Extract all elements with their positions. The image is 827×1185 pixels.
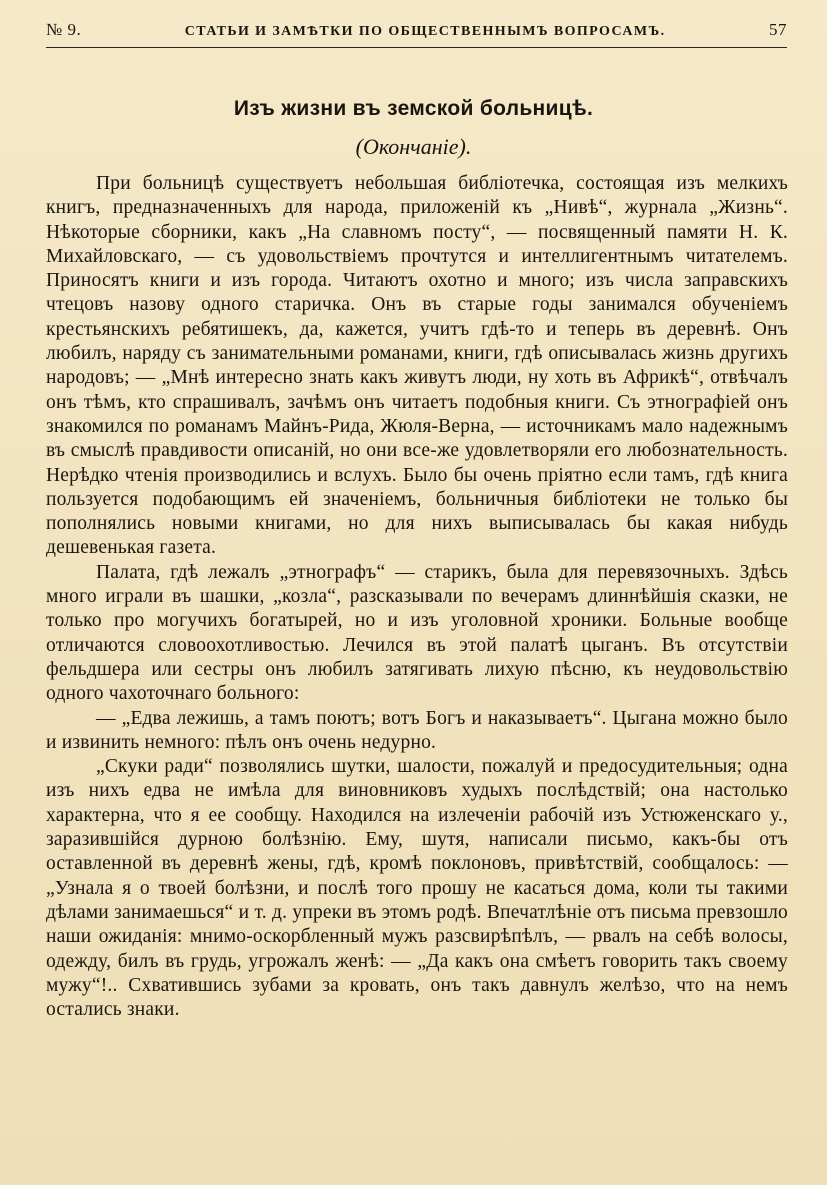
header-rule	[46, 47, 787, 48]
article-title: Изъ жизни въ земской больницѣ.	[233, 97, 594, 120]
section-title: СТАТЬИ И ЗАМѢТКИ ПО ОБЩЕСТВЕННЫМЪ ВОПРОСАМЪ.	[184, 24, 666, 39]
paragraph: Палата, гдѣ лежалъ „этнографъ“ — старикъ, была для перевязочныхъ. Здѣсь много играли въ шашки, „козла“, разсказывали по вечерамъ длиннѣйшiя сказки, не только про могучихъ богатырей, но и изъ уголовной хроники. Больные вообще отличаются словоохотливостью. Лечился въ этой палатѣ цыганъ. Въ отсутствiи фельдшера или сестры онъ любилъ затягивать лихую пѣсню, къ неудовольствiю одного чахоточнаго больного:	[46, 561, 788, 705]
paragraph: При больницѣ существуетъ небольшая библiотечка, состоящая изъ мелкихъ книгъ, предназначенныхъ для народа, приложенiй къ „Нивѣ“, журнала „Жизнь“. Нѣкоторые сборники, какъ „На славномъ посту“, — посвященный памяти Н. К. Михайловскаго, — съ удовольствiемъ прочтутся и интеллигентнымъ читателемъ. Приносятъ книги и изъ города. Читаютъ охотно и много; изъ числа заправскихъ чтецовъ назову одного старичка. Онъ въ старые годы занимался обученiемъ крестьянскихъ ребятишекъ, да, кажется, учитъ гдѣ-то и теперь въ деревнѣ. Онъ любилъ, наряду съ занимательными романами, книги, гдѣ описывалась жизнь другихъ народовъ; — „Мнѣ интересно знать какъ живутъ люди, ну хоть въ Африкѣ“, отвѣчалъ онъ тѣмъ, кто спрашивалъ, зачѣмъ онъ читаетъ подобныя книги. Съ этнографiей онъ знакомился по романамъ Майнъ-Рида, Жюля-Верна, — источникамъ мало надежнымъ въ смыслѣ правдивости описанiй, но они все-же удовлетворяли его любознательность. Нерѣдко чтенiя производились и вслухъ. Было бы очень прiятно если тамъ, гдѣ книга пользуется подобающимъ ей значенiемъ, больничныя библiотеки не только бы пополнялись новыми книгами, но для нихъ выписывалась бы какая нибудь дешевенькая газета.	[46, 173, 788, 559]
paragraph: — „Едва лежишь, а тамъ поютъ; вотъ Богъ и наказываетъ“. Цыгана можно было и извинить немного: пѣлъ онъ очень недурно.	[46, 707, 788, 753]
issue-number: № 9.	[46, 20, 82, 39]
paragraph: „Скуки ради“ позволялись шутки, шалости, пожалуй и предосудительныя; одна изъ нихъ едва не имѣла для виновниковъ худыхъ послѣдствiй; она настолько характерна, что я ее сообщу. Находился на излеченiи рабочiй изъ Устюженскаго у., заразившiйся дурною болѣзнiю. Ему, шутя, написали письмо, какъ-бы отъ оставленной въ деревнѣ жены, гдѣ, кромѣ поклоновъ, привѣтствiй, сообщалось: — „Узнала я о твоей болѣзни, и послѣ того прошу не касаться дома, коли ты такими дѣлами занимаешься“ и т. д. упреки въ этомъ родѣ. Впечатлѣнiе отъ письма превзошло наши ожиданiя: мнимо-оскорбленный мужъ разсвирѣпѣлъ, — рвалъ на себѣ волосы, одежду, билъ въ грудь, угрожалъ женѣ: — „Да какъ она смѣетъ говорить такъ своему мужу“!.. Схватившись зубами за кровать, онъ такъ давнулъ желѣзо, что на немъ остались знаки.	[46, 756, 788, 1021]
page-number: 57	[769, 20, 787, 39]
article-body	[46, 172, 788, 1022]
running-header	[46, 20, 787, 46]
article-subtitle: (Окончанiе).	[355, 134, 472, 159]
